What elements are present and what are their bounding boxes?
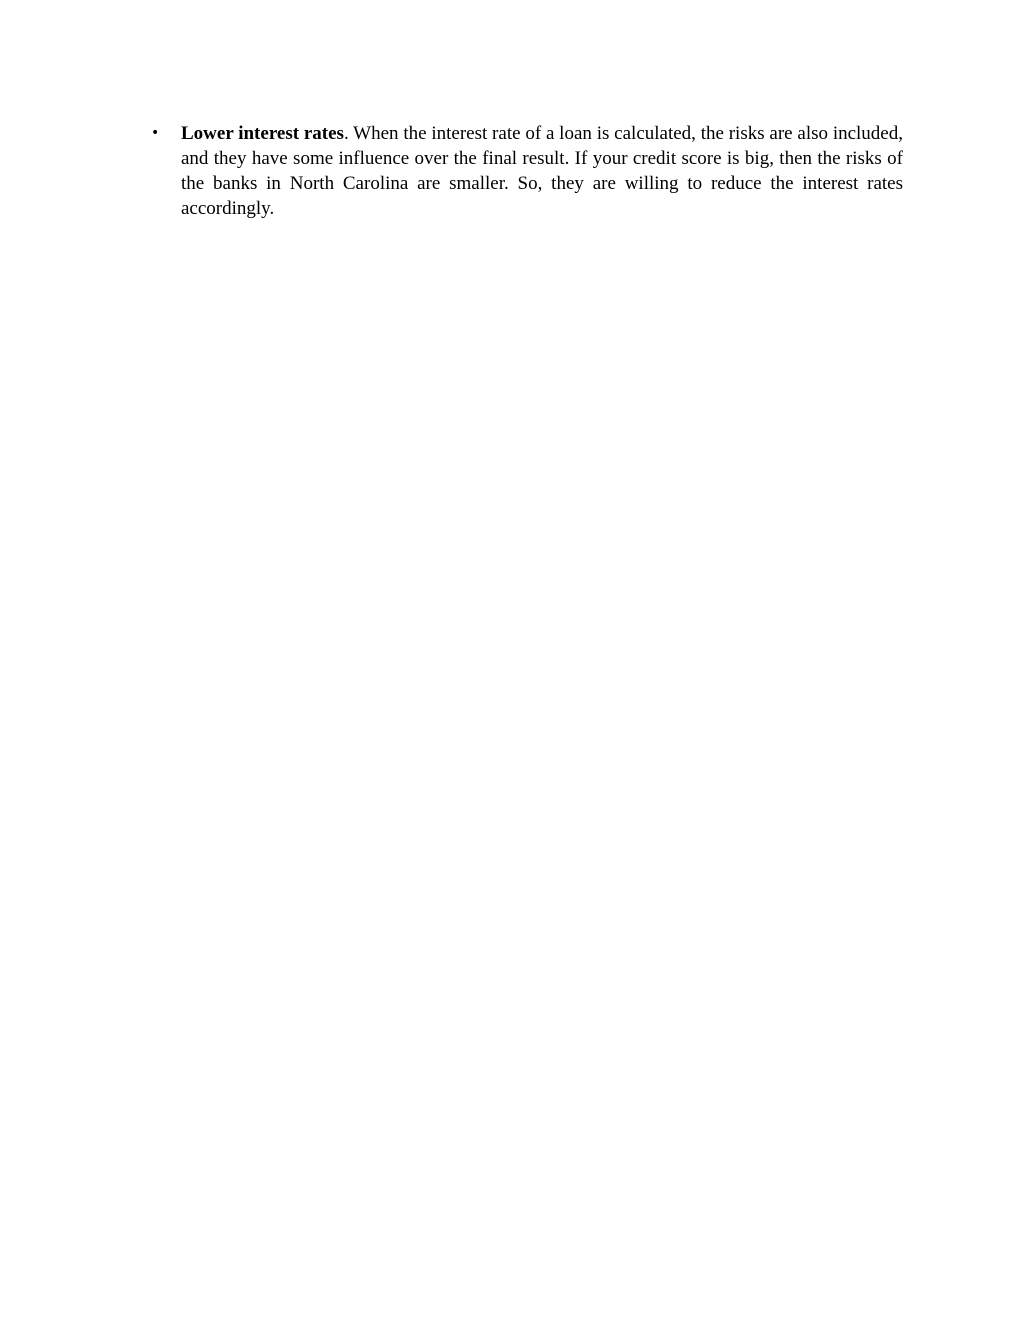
bullet-paragraph [181,121,903,221]
bullet-heading: Lower interest rates [181,123,344,144]
bullet-marker: • [151,125,160,141]
bullet-body-text: . When the interest rate of a loan is calculated, the risks are also included, and they have some influence over the final result. If your credit score is big, then the risks of the banks in North Carolina are smaller. So, they are willing to reduce the interest rates accordingly. [181,123,903,219]
